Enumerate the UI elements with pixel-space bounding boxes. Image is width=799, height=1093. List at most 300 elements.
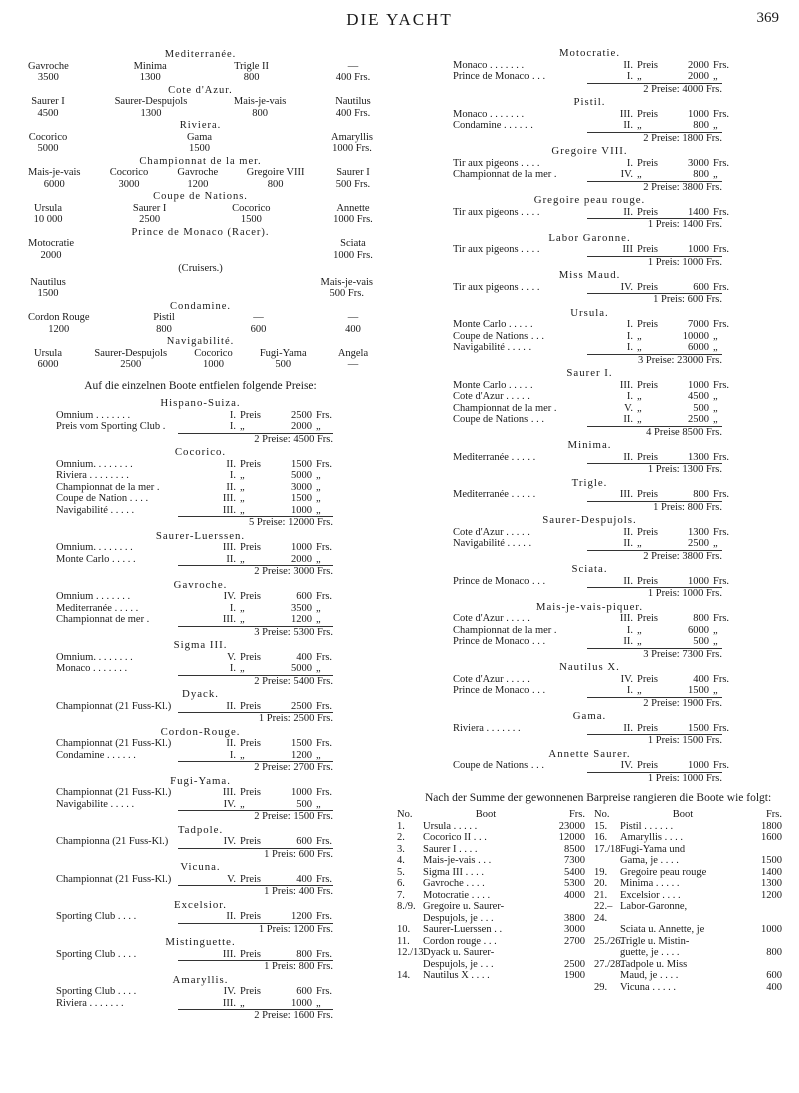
prize-line xyxy=(28,750,373,762)
race-prize: 2500 xyxy=(139,214,161,225)
race-boat: — xyxy=(347,60,359,72)
prize-amount: 600 xyxy=(296,591,312,602)
prize-amount: 1500 xyxy=(688,722,709,734)
prize-line xyxy=(28,986,373,998)
rank-frs xyxy=(549,947,585,959)
boat-entry xyxy=(28,640,373,687)
prize-race: Navigabilité . . . . . xyxy=(453,538,532,549)
prize-amount: 1000 xyxy=(688,244,709,255)
prize-total: 1 Preis: 600 Frs. xyxy=(178,848,333,861)
boat-name: Gregoire VIII. xyxy=(551,145,628,157)
rank-no: 3. xyxy=(397,843,405,855)
prize-total: 2 Preise: 2700 Frs. xyxy=(178,761,333,774)
prize-total: 3 Preise: 5300 Frs. xyxy=(178,626,333,639)
prize-race: Championnat (21 Fuss-Kl.) xyxy=(56,873,172,885)
prize-unit: Frs. xyxy=(316,911,333,922)
prize-unit: „ xyxy=(316,553,321,565)
prize-line xyxy=(397,207,782,219)
prize-rank: IV. xyxy=(223,836,236,847)
race-result xyxy=(28,96,68,119)
prize-label: „ xyxy=(637,402,642,414)
prize-unit: Frs. xyxy=(713,760,730,771)
race-boat: Gregoire VIII xyxy=(246,167,305,178)
race-prize: 800 xyxy=(267,178,284,190)
rank-boat: Excelsior . . . . xyxy=(620,889,681,901)
prize-unit: Frs. xyxy=(316,738,333,749)
prize-unit: Frs. xyxy=(713,319,730,330)
boat-entry xyxy=(28,776,373,823)
race-prize: 10 000 xyxy=(33,214,63,225)
prize-label: Preis xyxy=(240,738,261,749)
race-result xyxy=(231,203,271,226)
rank-frs: 800 xyxy=(766,947,782,958)
prize-rank: IV. xyxy=(223,591,236,602)
prize-race: Navigabilité . . . . . xyxy=(453,342,532,353)
prize-race: Monaco . . . . . . . xyxy=(453,59,525,71)
prize-unit: Frs. xyxy=(713,206,730,218)
prize-total: 1 Preis: 1000 Frs. xyxy=(587,772,722,785)
prize-rank: III. xyxy=(222,997,236,1009)
prize-label: Preis xyxy=(637,673,658,685)
rank-frs: 3000 xyxy=(564,924,585,935)
rank-boat: Nautilus X . . . . xyxy=(423,970,490,981)
boat-entry xyxy=(397,368,782,438)
prize-label: Preis xyxy=(637,451,658,463)
rank-no: 4. xyxy=(397,855,405,866)
race-boat: Cocorico xyxy=(232,202,271,214)
rank-frs: 7300 xyxy=(564,855,585,866)
prize-race: Coupe de Nations . . . xyxy=(453,414,544,425)
prize-amount: 1200 xyxy=(291,911,312,922)
race-title: Prince de Monaco (Racer). xyxy=(131,226,270,238)
prize-label: Preis xyxy=(637,59,658,71)
boat-entry xyxy=(397,564,782,600)
rank-boat: Motocratie . . . . xyxy=(423,889,491,901)
race-result xyxy=(109,167,149,190)
rank-boat: Sciata u. Annette, je xyxy=(620,924,705,935)
prize-unit: „ xyxy=(316,997,321,1009)
prize-amount: 1000 xyxy=(291,504,312,516)
boat-entry xyxy=(397,711,782,747)
race-result xyxy=(28,61,69,84)
prize-rank: III. xyxy=(619,108,633,120)
race-prize: 400 Frs. xyxy=(335,107,371,119)
prize-label: „ xyxy=(240,481,245,493)
ranking-column xyxy=(397,809,585,993)
prize-race: Sporting Club . . . . xyxy=(56,986,137,997)
prize-amount: 6000 xyxy=(688,624,709,636)
prize-unit: „ xyxy=(713,636,718,647)
boat-name: Nautilus X. xyxy=(559,661,620,673)
prize-amount: 2500 xyxy=(688,414,709,425)
rank-no xyxy=(594,970,620,982)
prize-label: Preis xyxy=(637,108,658,120)
prize-race: Tir aux pigeons . . . . xyxy=(453,157,540,169)
race-prize: 5000 xyxy=(37,143,59,154)
boat-entry xyxy=(397,270,782,306)
prize-unit: „ xyxy=(713,538,718,549)
prize-amount: 1200 xyxy=(291,614,312,625)
boat-name: Saurer-Luerssen. xyxy=(155,529,246,542)
prize-unit: „ xyxy=(713,414,718,425)
prize-total: 3 Preise: 23000 Frs. xyxy=(587,354,722,367)
race-prize: 500 Frs. xyxy=(329,288,364,299)
prize-rank: II. xyxy=(623,120,633,131)
rank-frs xyxy=(746,936,782,948)
boat-entry xyxy=(397,440,782,476)
boat-entry xyxy=(28,398,373,445)
prize-total: 1 Preis: 1000 Frs. xyxy=(587,587,722,600)
ranking-header xyxy=(594,809,782,821)
race-result xyxy=(331,132,373,155)
rank-boat: Pistil . . . . . . xyxy=(620,820,674,832)
prize-line xyxy=(397,282,782,294)
prize-race: Cote d'Azur . . . . . xyxy=(453,673,530,685)
race-result-row xyxy=(28,96,373,119)
race-prize: 800 xyxy=(156,323,172,335)
prize-total: 1 Preis: 1400 Frs. xyxy=(587,218,722,231)
race-title: Condamine. xyxy=(169,300,232,312)
prize-race: Championnat de la mer . xyxy=(56,481,160,493)
rank-frs xyxy=(746,959,782,971)
rank-boat: Mais-je-vais . . . xyxy=(423,855,492,866)
rank-no: 21. xyxy=(594,889,608,901)
prize-line xyxy=(28,591,373,603)
prize-race: Condamine . . . . . . xyxy=(453,120,533,131)
prize-line xyxy=(28,874,373,886)
race-prize: 800 xyxy=(243,72,260,83)
prize-unit: Frs. xyxy=(316,836,333,847)
prize-label: „ xyxy=(637,391,642,402)
prize-amount: 800 xyxy=(693,169,709,180)
prize-race: Omnium. . . . . . . . xyxy=(56,542,133,553)
prize-line xyxy=(28,701,373,713)
prize-line xyxy=(28,614,373,626)
prize-unit: „ xyxy=(713,342,718,353)
prize-unit: Frs. xyxy=(316,651,333,663)
race-result xyxy=(193,348,233,371)
prize-race: Cote d'Azur . . . . . xyxy=(453,613,530,624)
race-boat: Motocratie xyxy=(28,238,75,249)
race-prize: 6000 xyxy=(37,359,59,370)
race-result xyxy=(247,167,305,190)
prize-line xyxy=(397,452,782,464)
rank-no: 19. xyxy=(594,866,608,878)
prize-race: Championnat (21 Fuss-Kl.) xyxy=(56,738,172,749)
rank-boat: Sigma III . . . . xyxy=(423,866,484,878)
prize-line xyxy=(28,603,373,615)
race-boat: Fugi-Yama xyxy=(259,347,307,359)
page-title: DIE YACHT xyxy=(346,10,453,29)
ranking-intro: Nach der Summe der gewonnenen Barpreise rangieren die Boote wie folgt: xyxy=(425,792,772,804)
race-prize: 1000 Frs. xyxy=(333,249,373,261)
prize-unit: Frs. xyxy=(713,157,730,169)
prize-amount: 1000 xyxy=(688,760,709,771)
left-column xyxy=(28,48,373,1024)
boat-name: Dyack. xyxy=(182,688,219,700)
race-result xyxy=(333,167,373,190)
prize-unit: „ xyxy=(713,391,718,402)
race-title: Championnat de la mer. xyxy=(139,155,262,167)
prize-label: „ xyxy=(637,120,642,131)
prize-rank: III. xyxy=(222,493,236,504)
prize-rank: III. xyxy=(619,613,633,624)
rank-frs: 1500 xyxy=(761,855,782,866)
race-result-row xyxy=(28,167,373,190)
boat-entry xyxy=(28,862,373,898)
prize-race: Prince de Monaco . . . xyxy=(453,636,546,647)
boat-name: Vicuna. xyxy=(180,861,221,873)
race-result xyxy=(28,312,90,335)
race-title: Navigabilité. xyxy=(166,336,235,347)
prize-label: Preis xyxy=(637,489,658,500)
prize-label: Preis xyxy=(637,157,658,169)
race-result xyxy=(144,312,184,335)
prize-line xyxy=(397,489,782,501)
race-boat: Amaryllis xyxy=(331,131,373,143)
race-result-row xyxy=(28,238,373,261)
prize-line xyxy=(28,949,373,961)
right-column xyxy=(397,48,782,993)
boat-name: Gama. xyxy=(572,710,607,722)
prize-rank: II. xyxy=(623,526,633,538)
prize-amount: 500 xyxy=(693,636,709,647)
prize-race: Cote d'Azur . . . . . xyxy=(453,526,530,538)
prize-amount: 1300 xyxy=(688,451,709,463)
ranking-row xyxy=(397,901,585,913)
prize-amount: 800 xyxy=(693,613,709,624)
prize-line xyxy=(397,169,782,181)
race-result-row xyxy=(28,61,373,84)
prize-line xyxy=(28,459,373,471)
prize-race: Riviera . . . . . . . . xyxy=(56,470,129,481)
boat-name: Labor Garonne. xyxy=(548,231,631,244)
prize-label: Preis xyxy=(240,458,261,470)
prize-race: Monte Carlo . . . . . xyxy=(453,379,533,391)
prize-amount: 1400 xyxy=(688,206,709,218)
prize-label: Preis xyxy=(240,542,261,553)
prize-total: 2 Preise: 3800 Frs. xyxy=(587,181,722,194)
ranking-row xyxy=(594,821,782,833)
prize-race: Mediterranée . . . . . xyxy=(56,602,139,614)
rank-no: 22.–24. xyxy=(594,901,613,924)
prize-total: 2 Preise: 1900 Frs. xyxy=(587,697,722,710)
prize-line xyxy=(397,342,782,354)
prize-label: Preis xyxy=(637,244,658,255)
rank-no: 25./26. xyxy=(594,935,624,947)
prize-rank: III. xyxy=(222,504,236,516)
prize-total: 1 Preis: 1200 Frs. xyxy=(178,923,333,936)
race-result xyxy=(180,132,220,155)
ranking-row xyxy=(594,947,782,959)
prize-line xyxy=(397,674,782,686)
prize-rank: I. xyxy=(626,624,633,636)
race-result-row xyxy=(28,203,373,226)
prize-line xyxy=(397,391,782,403)
boat-name: Mistinguette. xyxy=(165,936,236,948)
prize-rank: IV. xyxy=(620,169,633,180)
race-boat: Mais-je-vais xyxy=(28,167,81,178)
prize-total: 2 Preise: 3800 Frs. xyxy=(587,550,722,563)
prize-label: „ xyxy=(637,538,642,549)
prize-label: Preis xyxy=(240,873,261,885)
race-boat: Minima xyxy=(133,60,167,72)
prize-rank: II. xyxy=(623,451,633,463)
prize-label: Preis xyxy=(240,986,261,997)
rank-no: 15. xyxy=(594,820,608,832)
prize-race: Omnium . . . . . . . xyxy=(56,409,131,421)
race-prize: 400 xyxy=(345,323,361,335)
race-boat: Cocorico xyxy=(109,167,149,178)
race-result-row xyxy=(28,312,373,335)
section-intro: Auf die einzelnen Boote entfielen folgende Preise: xyxy=(84,379,317,392)
prize-unit: Frs. xyxy=(316,591,333,602)
prize-unit: „ xyxy=(316,481,321,493)
prize-rank: I. xyxy=(229,409,236,421)
prize-unit: Frs. xyxy=(316,873,333,885)
rank-no xyxy=(594,924,620,936)
prize-total: 1 Preis: 1000 Frs. xyxy=(587,256,722,269)
race-result xyxy=(333,61,373,84)
rank-no: 16. xyxy=(594,832,608,843)
race-prize: 1500 xyxy=(37,288,59,299)
rank-frs: 12000 xyxy=(558,832,585,843)
rank-boat: Ursula . . . . . xyxy=(423,820,478,832)
race-prize: 6000 xyxy=(43,178,65,190)
prize-rank: III. xyxy=(222,787,236,798)
prize-total: 2 Preise: 5400 Frs. xyxy=(178,675,333,688)
race-prize: 1000 Frs. xyxy=(333,214,373,225)
prize-label: „ xyxy=(240,602,245,614)
race-boat: Annette xyxy=(336,202,370,214)
prize-total: 2 Preise: 3000 Frs. xyxy=(178,565,333,578)
boat-name: Tadpole. xyxy=(177,823,224,836)
race-result xyxy=(232,61,272,84)
boat-name: Gregoire peau rouge. xyxy=(533,194,646,206)
prize-amount: 500 xyxy=(296,798,312,810)
race-boat: Gama xyxy=(186,131,213,143)
prize-unit: „ xyxy=(316,749,321,761)
prize-line xyxy=(397,403,782,415)
prize-race: Navigabilité . . . . . xyxy=(56,504,135,516)
race-boat: Mais-je-vais xyxy=(320,276,373,288)
prize-amount: 6000 xyxy=(688,342,709,353)
prize-rank: I. xyxy=(626,330,633,342)
prize-line xyxy=(397,685,782,697)
race-prize: 400 Frs. xyxy=(335,72,371,83)
prize-amount: 7000 xyxy=(688,319,709,330)
prize-rank: I. xyxy=(626,157,633,169)
prize-amount: 2500 xyxy=(291,409,312,421)
rank-frs: 400 xyxy=(766,981,782,993)
race-prize: 1200 xyxy=(187,178,209,190)
race-prize: 3000 xyxy=(118,178,140,190)
prize-line xyxy=(397,244,782,256)
prize-total: 1 Preis: 800 Frs. xyxy=(178,960,333,973)
prize-line xyxy=(397,109,782,121)
ranking-row xyxy=(397,924,585,936)
prize-amount: 400 xyxy=(296,873,312,885)
prize-line xyxy=(28,836,373,848)
prize-rank: IV. xyxy=(223,986,236,997)
ranking-header xyxy=(397,809,585,821)
prize-amount: 1000 xyxy=(688,108,709,120)
rank-boat: Vicuna . . . . . xyxy=(620,981,676,993)
prize-amount: 1500 xyxy=(688,685,709,696)
prize-label: „ xyxy=(240,504,245,516)
prize-line xyxy=(28,911,373,923)
prize-race: Championnat de mer . xyxy=(56,614,150,625)
prize-race: Championnat de la mer . xyxy=(453,169,557,180)
ranking-row xyxy=(397,913,585,925)
ranking-row xyxy=(594,982,782,994)
prize-line xyxy=(397,636,782,648)
boat-entry xyxy=(397,602,782,661)
boat-name: Miss Maud. xyxy=(558,269,621,281)
prize-label: „ xyxy=(637,330,642,342)
boat-name: Excelsior. xyxy=(174,898,227,911)
race-boat: — xyxy=(347,312,359,323)
header-no: No. xyxy=(397,809,413,820)
boat-name: Minima. xyxy=(567,439,612,451)
rank-no: 14. xyxy=(397,970,411,981)
prize-unit: „ xyxy=(316,663,321,674)
race-result xyxy=(239,312,279,335)
prize-race: Coupe de Nations . . . xyxy=(453,330,544,342)
prize-amount: 2000 xyxy=(291,421,312,432)
prize-total: 2 Preise: 1600 Frs. xyxy=(178,1009,333,1022)
race-result-row xyxy=(28,277,373,300)
boat-name: Annette Saurer. xyxy=(548,747,631,760)
prize-rank: III. xyxy=(222,614,236,625)
rank-boat: guette, je . . . . xyxy=(620,947,680,958)
race-result xyxy=(28,203,68,226)
prize-race: Omnium. . . . . . . . xyxy=(56,651,133,663)
prize-race: Tir aux pigeons . . . . xyxy=(453,244,540,255)
rank-frs: 600 xyxy=(766,970,782,981)
ranking-row xyxy=(594,901,782,924)
boat-entry xyxy=(397,515,782,562)
boat-entry xyxy=(397,195,782,231)
rank-boat: Minima . . . . . xyxy=(620,878,680,889)
race-boat: Nautilus xyxy=(30,276,66,288)
prize-amount: 3000 xyxy=(291,481,312,493)
rank-no xyxy=(397,959,423,971)
rank-boat: Labor-Garonne, xyxy=(620,901,688,912)
rank-no: 7. xyxy=(397,889,405,901)
boat-name: Motocratie. xyxy=(558,47,621,59)
prize-total: 3 Preise: 7300 Frs. xyxy=(587,648,722,661)
ranking-row xyxy=(594,924,782,936)
prize-amount: 2500 xyxy=(291,700,312,712)
boat-name: Saurer I. xyxy=(566,367,613,379)
prize-unit: „ xyxy=(316,470,321,481)
race-result xyxy=(333,312,373,335)
prize-line xyxy=(397,71,782,83)
race-result xyxy=(130,61,170,84)
rank-boat: Tadpole u. Miss xyxy=(620,958,688,970)
header-no: No. xyxy=(594,809,610,820)
rank-boat: Despujols, je . . . xyxy=(423,912,494,924)
rank-frs xyxy=(746,844,782,856)
prize-rank: I. xyxy=(626,391,633,402)
race-prize: 1500 xyxy=(240,214,262,225)
prize-amount: 2000 xyxy=(291,553,312,565)
prize-label: Preis xyxy=(240,591,261,602)
prize-unit: „ xyxy=(316,493,321,504)
prize-line xyxy=(28,470,373,482)
prize-label: Preis xyxy=(240,836,261,847)
